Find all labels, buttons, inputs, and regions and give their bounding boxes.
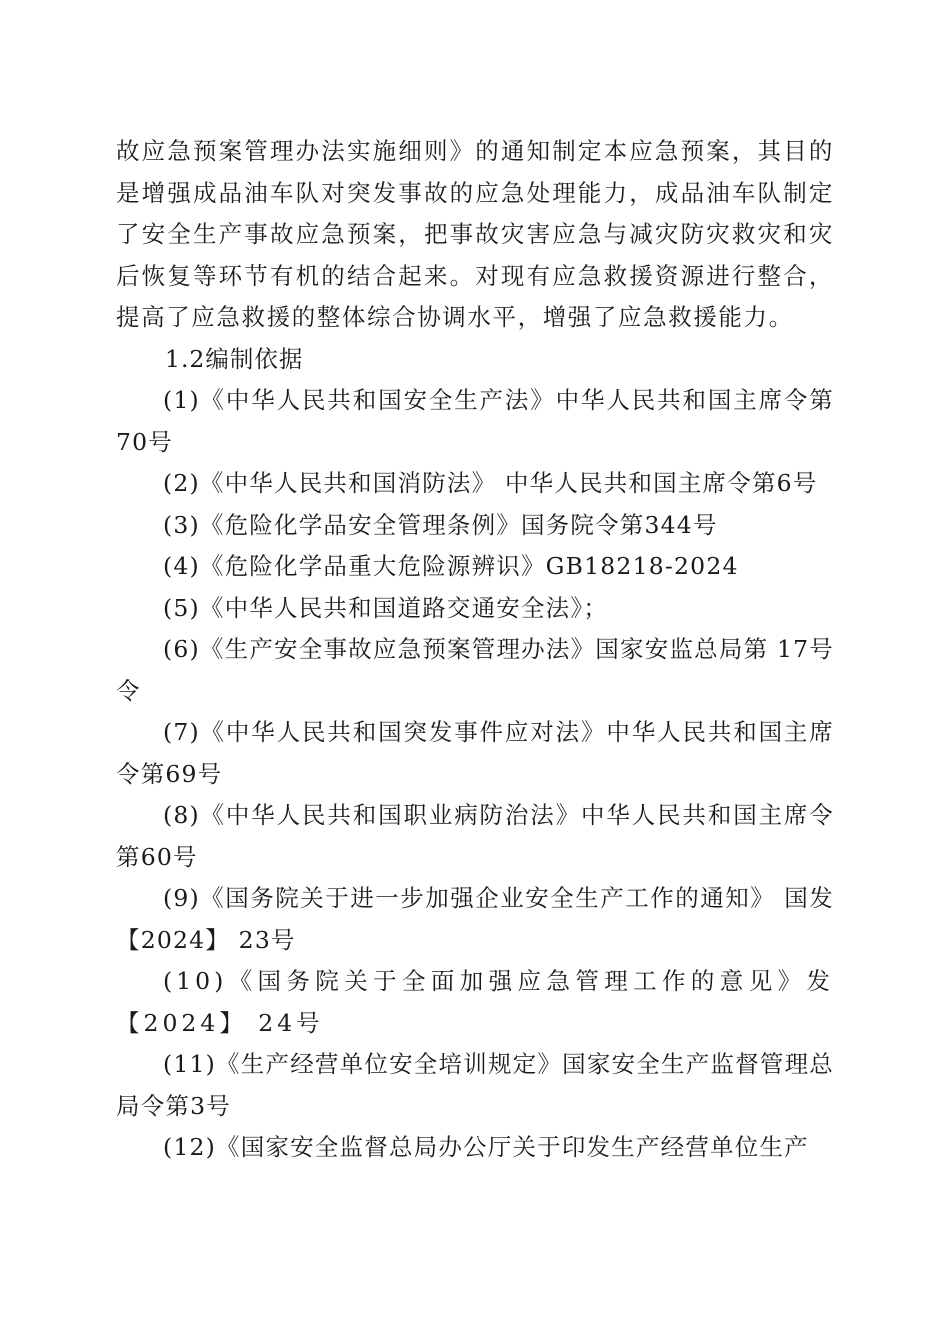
basis-item-8: (8)《中华人民共和国职业病防治法》中华人民共和国主席令第60号 (116, 801, 834, 871)
basis-item-1: (1)《中华人民共和国安全生产法》中华人民共和国主席令第70号 (116, 386, 834, 456)
basis-item-4: (4)《危险化学品重大危险源辨识》GB18218-2024 (163, 552, 739, 580)
basis-item-9: (9)《国务院关于进一步加强企业安全生产工作的通知》 国发【2024】 23号 (116, 884, 834, 954)
section-heading: 1.2编制依据 (165, 344, 304, 373)
basis-item-5: (5)《中华人民共和国道路交通安全法》； (163, 593, 609, 622)
basis-item-11: (11)《生产经营单位安全培训规定》国家安全生产监督管理总局令第3号 (116, 1050, 834, 1120)
basis-item-2: (2)《中华人民共和国消防法》 中华人民共和国主席令第6号 (163, 469, 818, 497)
basis-item-3: (3)《危险化学品安全管理条例》国务院令第344号 (163, 510, 718, 539)
basis-item-6: (6)《生产安全事故应急预案管理办法》国家安监总局第 17号令 (116, 635, 834, 705)
basis-item-10: (10)《国务院关于全面加强应急管理工作的意见》发【2024】 24号 (116, 967, 834, 1037)
document-page (116, 131, 834, 1169)
basis-item-7: (7)《中华人民共和国突发事件应对法》中华人民共和国主席令第69号 (116, 718, 834, 788)
intro-paragraph: 故应急预案管理办法实施细则》的通知制定本应急预案，其目的是增强成品油车队对突发事故的应急处理能力，成品油车队制定了安全生产事故应急预案，把事故灾害应急与减灾防灾救灾和灾后恢复等环节有机的结合起来。对现有应急救援资源进行整合，提高了应急救援的整体综合协调水平，增强了应急救援能力。 (116, 137, 834, 331)
basis-item-12: (12)《国家安全监督总局办公厅关于印发生产经营单位生产 (163, 1133, 809, 1161)
